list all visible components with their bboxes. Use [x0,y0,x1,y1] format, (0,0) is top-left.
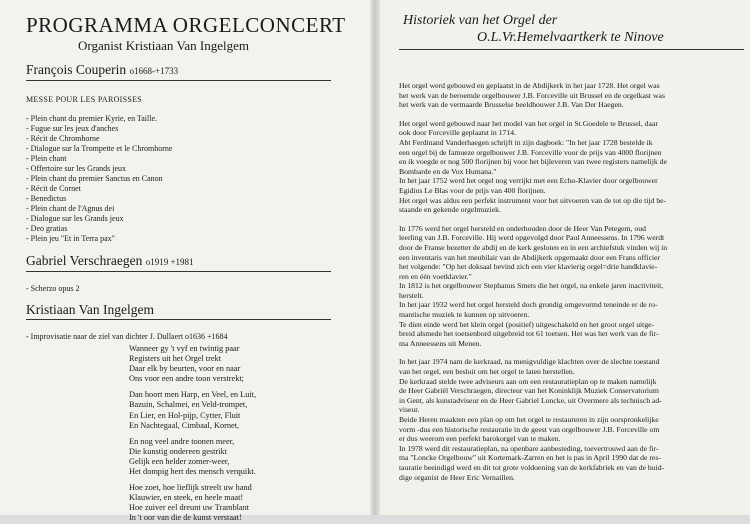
paragraph-line: dige organist de Heer Eric Vernaillen. [399,472,515,482]
history-paragraph [399,119,742,215]
poem-line: Bazuin, Schalmei, en Veld-trompet, [129,400,248,410]
poem [129,344,363,524]
poem-stanza [129,390,363,430]
composer-name: François Couperin [26,62,127,77]
paragraph-line: ma "Loncke Orgelbouw" uit Kortemark-Zarren en het is pas in April 1990 dat de res- [399,453,661,463]
paragraph-line: een orgel bij de famueze orgelbouwer J.B. Forceville voor de prijs van 4000 florijnen [399,147,662,157]
list-item: - Récit de Cornet [26,184,81,193]
list-item: - Deo gratias [26,224,68,233]
history-paragraph [399,357,742,482]
list-item: - Récit de Chromhorne [26,134,100,143]
list-item: - Plein chant [26,154,67,163]
paragraph-line: de Heer Gabriël Verschraegen, directeur van het Koninklijk Muziek Conservatorium [399,386,659,396]
poem-line: Die kunstig ondereen gestrikt [129,446,227,456]
poem-line: Klauwier, en steek, en heele maat! [129,493,244,503]
history-title [403,12,740,46]
composer-heading-couperin [26,62,331,81]
list-item: - Plein chant de l'Agnus dei [26,204,115,213]
history-title-line2: O.L.Vr.Hemelvaartkerk te Ninove [477,30,664,45]
paragraph-line: In 1812 is het orgelbouwer Stephanus Smets die het orgel, na enkele jaren inactiviteit, [399,281,664,291]
paragraph-line: mantische muziek te kunnen op uitvoeren. [399,310,530,320]
poem-line: Registers uit het Orgel trekt [129,354,222,364]
composer-heading-van-ingelgem [26,302,331,320]
poem-line: Gelijk een helder zomer-weer, [129,456,230,466]
composer-dates: o1668-+1733 [129,66,179,76]
poem-line: Dan hoort men Harp, en Veel, en Luit, [129,390,257,400]
history-paragraph [399,224,742,349]
composer-heading-verschraegen [26,253,331,272]
composer-dates: o1919 +1981 [145,257,194,267]
paragraph-line: In het jaar 1974 nam de kerkraad, na menigvuldige klachten over de slechte toestand [399,357,660,367]
paragraph-line: In het jaar 1932 werd het orgel hersteld doch grondig omgevormd teneinde er de ro- [399,300,658,310]
paragraph-line: herstelt. [399,290,424,300]
list-item: - Offertoire sur les Grands jeux [26,164,127,173]
improvisation-item: - Improvisatie naar de ziel van dichter J. Dullaert o1636 +1684 [26,332,228,341]
program-page [0,0,375,523]
list-item: - Benedictus [26,194,67,203]
paragraph-line: ook door Forceville geplaatst in 1714. [399,128,516,138]
paragraph-line: het werk van de beroemde orgelbouwer J.B. Forceville uit Brussel en de orgelkast was [399,90,665,100]
paragraph-line: het volgende: "Op het doksaal bevind zich een vier klavierig orgel=drie handklavie- [399,262,658,272]
poem-line: In 't oor van die de kunst verstaat! [129,513,242,523]
poem-stanza [129,344,363,384]
paragraph-line: In 1978 werd dit restauratieplan, na openbare aanbesteding, toevertrouwd aan de fir- [399,443,659,453]
paragraph-line: leerling van J.B. Forceville. Hij werd opgevolgd door Paul Anneessens. In 1796 werdt [399,233,665,243]
paragraph-line: De kerkraad stelde twee adviseurs aan om een restauratieplan op te maken namelijk [399,376,657,386]
paragraph-line: Egidius Le Blas voor de prijs van 400 florijnen. [399,185,546,195]
paragraph-line: ren en één voetklavier." [399,271,472,281]
paragraph-line: Bombarde en de Vox Humana." [399,166,497,176]
composer-name: Kristiaan Van Ingelgem [26,302,154,317]
paragraph-line: in Gent, als kunstadviseur en de Heer Gabriel Loncke, uit Overmere als technisch ad- [399,395,662,405]
poem-line: Hoe zuiver eel dreunt uw Tramblant [129,503,250,513]
history-paragraph [399,81,742,110]
paragraph-line: Te dien einde werd het klein orgel (positief) uitgeschakeld en het groot orgel uitge- [399,319,655,329]
paragraph-line: In 1776 werd het orgel hersteld en onderhouden door de Heer Van Petegem, oud [399,223,646,233]
list-item: - Plein chant du premier Kyrie, en Taille. [26,114,158,123]
poem-line: Daar elk by beurten, voor en naar [129,364,241,374]
history-page [375,0,750,515]
poem-line: Ons voor een andre toon verstrekt; [129,374,244,384]
page-gutter [370,0,380,515]
list-item: - Dialogue sur la Trompette et le Chromhorne [26,144,173,153]
paragraph-line: breid alsmede het toetsenbord uitgebreid tot 61 toetsen. Het was het werk van de fir- [399,329,659,339]
organist-name: Organist Kristiaan Van Ingelgem [78,38,250,53]
paragraph-line: Het orgel was aldus een perfekt instrument voor het uitvoeren van de tot op die tijd be- [399,195,667,205]
list-item: - Plein jeu "Et in Terra pax" [26,234,115,243]
poem-line: En Nachtegaal, Cimbaal, Kornet, [129,420,240,430]
poem-line: En nog veel andre toonen meer, [129,436,235,446]
paragraph-line: Het orgel werd gebouwd en geplaatst in de Abdijkerk in het jaar 1728. Het orgel was [399,81,660,90]
paragraph-line: door de Franse bezetter de abdij en de kerk gesloten en in een archiefstuk vinden wij in [399,242,668,252]
mass-title: MESSE POUR LES PAROISSES [26,95,143,104]
paragraph-line: Het orgel werd gebouwd naar het model van het orgel in St.Goedele te Brussel, daar [399,118,658,128]
paragraph-line: Beide Heren maakten een plan op om het orgel te restaureren in zijn oorspronkelijke [399,415,659,424]
poem-line: En Lier, en Hol-pijp, Cytter, Fluit [129,410,241,420]
paragraph-line: In het jaar 1752 werd het orgel nog verrijkt met een Echo-Klavier door orgelbouwer [399,176,658,186]
poem-line: Wanneer gy 't vyf en twintig paar [129,344,240,353]
poem-stanza [129,437,363,477]
paragraph-line: viseur. [399,405,420,415]
paragraph-line: het werk van de vermaarde Brusselse beeldhouwer J.B. Van Der Haegen. [399,100,624,110]
scherzo-item: - Scherzo opus 2 [26,284,80,293]
paragraph-line: ma Anneessens uit Menen. [399,338,482,348]
paragraph-line: staande en gekende orgelmuziek. [399,205,501,215]
history-title-line1: Historiek van het Orgel der [403,13,558,28]
paragraph-line: er dus weerom een perfekt barokorgel van te maken. [399,434,561,444]
mass-movements-list [26,114,363,244]
list-item: - Plein chant du premier Sanctus en Canon [26,174,163,183]
paragraph-line: vorm -dus een historische restauratie in de geest van orgelbouwer J.B. Forceville om [399,424,660,434]
poem-line: Hoe zoet, hoe lieflijk streelt uw hand [129,483,252,493]
list-item: - Fugue sur les jeux d'anches [26,124,119,133]
paragraph-line: van het orgel, een besluit om het orgel te laten herstellen. [399,367,575,377]
poem-line: Het dompig hert des mensch verquikt. [129,467,256,477]
paragraph-line: en ik voegde er nog 500 florijnen bij voor het bijleveren van twee registers namelijk de [399,157,667,167]
paragraph-line: een inventaris van het meubilair van de Abdijkerk opgemaakt door een Frans officier [399,252,661,262]
paragraph-line: tauratie beeindigd werd en dit tot grote voldoening van de kerkfabriek en van de huid- [399,462,665,472]
list-item: - Dialogue sur les Grands jeux [26,214,124,223]
poem-stanza [129,483,363,523]
program-title: PROGRAMMA ORGELCONCERT [26,13,346,37]
paragraph-line: Abt Ferdinand Vanderhaegen schrijft in zijn dagboek: "In het jaar 1728 bestelde ik [399,137,653,147]
composer-name: Gabriel Verschraegen [26,253,143,268]
